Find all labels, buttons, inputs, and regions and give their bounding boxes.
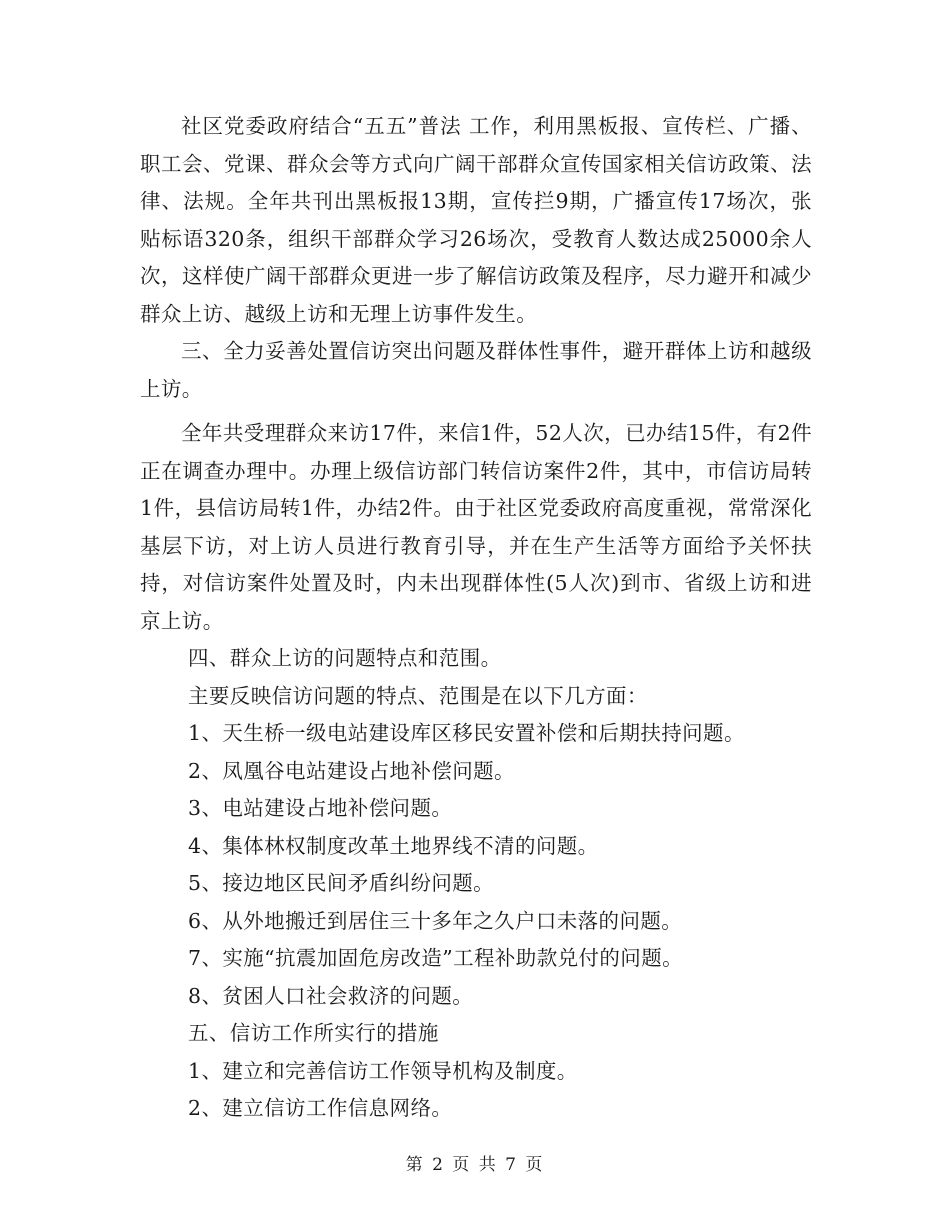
list-item-issue-5: 5、接边地区民间矛盾纠纷问题。	[188, 871, 495, 895]
document-body	[140, 108, 812, 1128]
list-item-issue-8: 8、贫困人口社会救济的问题。	[188, 983, 474, 1008]
list-item-issue-6: 6、从外地搬迁到居住三十多年之久户口未落的问题。	[188, 908, 683, 933]
list-item-issue-7: 7、实施“抗震加固危房改造”工程补助款兑付的问题。	[188, 946, 684, 970]
list-item-measure-2: 2、建立信访工作信息网络。	[188, 1096, 453, 1120]
section-heading-4: 四、群众上访的问题特点和范围。	[188, 646, 502, 670]
paragraph-issues-intro: 主要反映信访问题的特点、范围是在以下几方面：	[188, 683, 648, 708]
section-heading-5: 五、信访工作所实行的措施	[188, 1021, 439, 1045]
list-item-issue-3: 3、电站建设占地补偿问题。	[188, 796, 453, 820]
paragraph-cases: 全年共受理群众来访17件，来信1件，52人次，已办结15件，有2件正在调查办理中。办理上级信访部门转信访案件2件，其中，市信访局转1件，县信访局转1件，办结2件。由于社区党委政府高度重视，常常深化基层下访，对上访人员进行教育引导，并在生产生活等方面给予关怀扶持，对信访案件处置及时，内未出现群体性(5人次)到市、省级上访和进京上访。	[140, 421, 812, 633]
paragraph-publicity: 社区党委政府结合“五五”普法 工作，利用黑板报、宣传栏、广播、职工会、党课、群众会等方式向广阔干部群众宣传国家相关信访政策、法律、法规。全年共刊出黑板报13期，宣传拦9期，广播宣传17场次，张贴标语320条，组织干部群众学习26场次，受教育人数达成25000余人次，这样使广阔干部群众更进一步了解信访政策及程序，尽力避开和减少群众上访、越级上访和无理上访事件发生。	[140, 114, 812, 326]
list-item-issue-2: 2、凤凰谷电站建设占地补偿问题。	[188, 758, 515, 783]
section-heading-3: 三、全力妥善处置信访突出问题及群体性事件，避开群体上访和越级上访。	[140, 339, 812, 401]
list-item-issue-4: 4、集体林权制度改革土地界线不清的问题。	[188, 833, 599, 858]
list-item-issue-1: 1、天生桥一级电站建设库区移民安置补偿和后期扶持问题。	[188, 721, 745, 745]
page-number-footer: 第 2 页 共 7 页	[405, 1155, 545, 1175]
list-item-measure-1: 1、建立和完善信访工作领导机构及制度。	[188, 1058, 578, 1083]
